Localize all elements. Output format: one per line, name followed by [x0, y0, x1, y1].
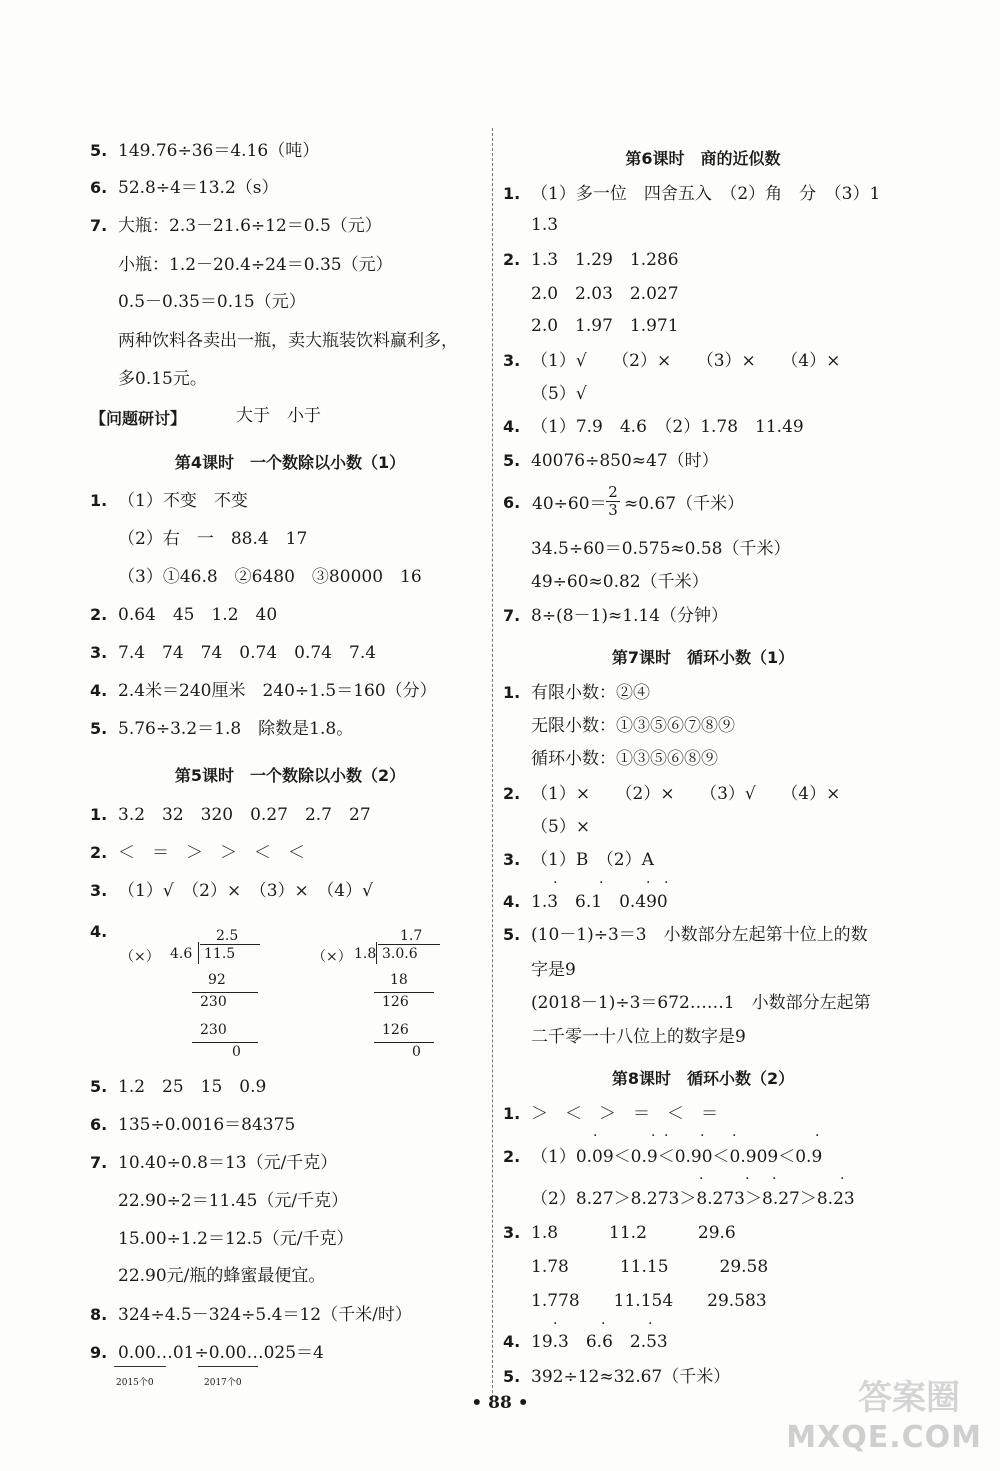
answer-line: （1）不变 不变 — [118, 491, 248, 511]
answer-line: 22.90元/瓶的蜂蜜最便宜。 — [118, 1266, 326, 1286]
answer-line: （1）多一位 四舍五入 （2）角 分 （3）1 — [531, 184, 881, 204]
recurring-dot: · — [553, 875, 558, 891]
lesson-title: 第5课时 一个数除以小数（2） — [174, 766, 406, 785]
answer-line: 2.0 2.03 2.027 — [531, 284, 679, 304]
answer-line: （1）× （2）× （3）√ （4）× — [531, 784, 841, 804]
answer-line: 无限小数：①③⑤⑥⑦⑧⑨ — [531, 716, 735, 736]
answer-line: 15.00÷1.2＝12.5（元/千克） — [118, 1229, 354, 1249]
step-row: 0 — [232, 1044, 241, 1060]
item-number: 1. — [503, 683, 521, 702]
answer-line: （5）√ — [531, 384, 587, 404]
item-number: 6. — [90, 178, 108, 197]
quotient: 2.5 — [216, 928, 239, 944]
long-division-1 — [120, 928, 270, 1058]
underbrace-label: 2015个0 — [116, 1378, 154, 1388]
answer-line: (2018－1)÷3＝672……1 小数部分左起第 — [531, 993, 871, 1013]
item-number: 5. — [503, 1367, 521, 1386]
item-number: 7. — [503, 606, 521, 625]
step-row: 92 — [208, 972, 226, 988]
answer-line: （5）× — [531, 817, 591, 837]
recurring-dot: · — [664, 1128, 669, 1144]
answer-line: 2.4米＝240厘米 240÷1.5＝160（分） — [118, 681, 437, 701]
division-mark: （×） — [120, 949, 160, 965]
answer-line: 3.2 32 320 0.27 2.7 27 — [118, 805, 371, 825]
answer-line: 324÷4.5－324÷5.4＝12（千米/时） — [118, 1305, 412, 1325]
recurring-dot: · — [772, 1171, 777, 1187]
answer-line: ＞ ＜ ＞ ＝ ＜ ＝ — [531, 1104, 718, 1124]
answer-line: ＜ ＝ ＞ ＞ ＜ ＜ — [118, 843, 305, 863]
answer-line: 1.3 6.1 0.490 — [531, 892, 668, 912]
recurring-dot: · — [700, 1128, 705, 1144]
step-row: 230 — [200, 994, 227, 1010]
step-row: 0 — [412, 1044, 421, 1060]
quotient: 1.7 — [400, 928, 423, 944]
answer-line: （1）√ （2）× （3）× （4）× — [531, 351, 841, 371]
research-label: 【问题研讨】 — [90, 409, 187, 428]
answer-line: 多0.15元。 — [118, 369, 207, 389]
recurring-dot: · — [745, 1171, 750, 1187]
answer-line: 2.0 1.97 1.971 — [531, 316, 679, 336]
recurring-dot: · — [646, 875, 651, 891]
item-number: 9. — [90, 1343, 108, 1362]
division-mark: （×） — [312, 949, 352, 965]
item-number: 3. — [90, 643, 108, 662]
answer-line: 0.5－0.35＝0.15（元） — [118, 292, 306, 312]
item-number: 4. — [503, 417, 521, 436]
answer-line: （1）B （2）A — [531, 850, 654, 870]
recurring-dot: · — [593, 1128, 598, 1144]
item-number: 7. — [90, 1153, 108, 1172]
recurring-dot: · — [699, 1171, 704, 1187]
recurring-dot: · — [599, 875, 604, 891]
answer-line: 392÷12≈32.67（千米） — [531, 1367, 731, 1387]
answer-line: 135÷0.0016＝84375 — [118, 1115, 296, 1135]
answer-line: 7.4 74 74 0.74 0.74 7.4 — [118, 643, 377, 663]
item-number: 3. — [503, 850, 521, 869]
watermark-text: MXQE.COM — [786, 1420, 982, 1455]
lesson-title: 第7课时 循环小数（1） — [611, 648, 795, 667]
item-number: 6. — [90, 1115, 108, 1134]
item-number: 5. — [90, 1077, 108, 1096]
answer-line: 循环小数：①③⑤⑥⑧⑨ — [531, 749, 718, 769]
underbrace — [198, 1366, 258, 1371]
item-number: 2. — [90, 605, 108, 624]
answer-line: 1.78 11.15 29.58 — [531, 1257, 769, 1277]
recurring-dot: · — [553, 1316, 558, 1332]
recurring-dot: · — [651, 1128, 656, 1144]
item-number: 4. — [90, 681, 108, 700]
item-number: 5. — [90, 719, 108, 738]
step-row: 126 — [382, 1022, 409, 1038]
fraction — [606, 483, 620, 518]
answer-line: （1）7.9 4.6 （2）1.78 11.49 — [531, 417, 804, 437]
step-row: 230 — [200, 1022, 227, 1038]
answer-line: 1.3 — [531, 215, 559, 235]
item-number: 5. — [90, 141, 108, 160]
item-number: 5. — [503, 451, 521, 470]
answer-line: 34.5÷60＝0.575≈0.58（千米） — [531, 539, 791, 559]
step-row: 126 — [382, 994, 409, 1010]
item-number: 2. — [90, 843, 108, 862]
underbrace — [114, 1366, 166, 1371]
item-number: 1. — [90, 805, 108, 824]
answer-line: 22.90÷2＝11.45（元/千克） — [118, 1191, 349, 1211]
answer-line: 19.3 6.6 2.53 — [531, 1332, 668, 1352]
item-number: 7. — [90, 216, 108, 235]
answer-line: （2）8.27＞8.273＞8.273＞8.27＞8.23 — [531, 1189, 855, 1209]
item-number: 4. — [90, 922, 108, 941]
answer-line: 有限小数：②④ — [531, 683, 650, 703]
answer-line: 小瓶：1.2－20.4÷24＝0.35（元） — [118, 255, 393, 275]
step-row: 18 — [390, 972, 408, 988]
item-number: 2. — [503, 784, 521, 803]
item-number: 3. — [503, 1223, 521, 1242]
answer-line: 49÷60≈0.82（千米） — [531, 572, 709, 592]
item-number: 1. — [90, 491, 108, 510]
answer-line: 1.778 11.154 29.583 — [531, 1291, 767, 1311]
lesson-title: 第6课时 商的近似数 — [625, 149, 781, 168]
lesson-title: 第4课时 一个数除以小数（1） — [174, 453, 406, 472]
recurring-dot: · — [732, 1128, 737, 1144]
answer-line: 5.76÷3.2＝1.8 除数是1.8。 — [118, 719, 354, 739]
item-number: 1. — [503, 1104, 521, 1123]
page-number: • 88 • — [471, 1393, 529, 1413]
answer-line: 10.40÷0.8＝13（元/千克） — [118, 1153, 338, 1173]
answer-line: 149.76÷36＝4.16（吨） — [118, 141, 320, 161]
recurring-dot: · — [664, 875, 669, 891]
recurring-dot: · — [815, 1128, 820, 1144]
item-number: 5. — [503, 925, 521, 944]
dividend: 11.5 — [204, 946, 236, 962]
recurring-dot: · — [840, 1171, 845, 1187]
item-number: 3. — [90, 881, 108, 900]
lesson-title: 第8课时 循环小数（2） — [611, 1069, 795, 1088]
fraction-numerator: 2 — [608, 483, 618, 501]
answer-line: 0.00…01÷0.00…025＝4 — [118, 1343, 324, 1363]
answer-line: 两种饮料各卖出一瓶，卖大瓶装饮料赢利多， — [118, 331, 458, 351]
column-divider — [492, 128, 493, 1398]
item-number: 4. — [503, 892, 521, 911]
answer-line: 二千零一十八位上的数字是9 — [531, 1027, 746, 1047]
recurring-dot: · — [601, 1316, 606, 1332]
item-number: 4. — [503, 1332, 521, 1351]
fraction-denominator: 3 — [606, 501, 620, 518]
item-number: 6. — [503, 493, 521, 512]
answer-line: 1.3 1.29 1.286 — [531, 250, 679, 270]
answer-line: 1.8 11.2 29.6 — [531, 1223, 736, 1243]
answer-line: (10－1)÷3＝3 小数部分左起第十位上的数 — [531, 925, 868, 945]
equation-right: ≈0.67（千米） — [624, 494, 745, 514]
item-number: 2. — [503, 250, 521, 269]
answer-line: （2）右 一 88.4 17 — [118, 529, 308, 549]
answer-line: 40076÷850≈47（时） — [531, 451, 719, 471]
answer-line: 52.8÷4＝13.2（s） — [118, 178, 279, 198]
answer-line: 字是9 — [531, 960, 576, 980]
recurring-dot: · — [648, 1316, 653, 1332]
divisor: 4.6 — [170, 946, 193, 962]
answer-line: 1.2 25 15 0.9 — [118, 1077, 267, 1097]
research-answer: 大于 小于 — [236, 406, 321, 426]
answer-line: 大瓶：2.3－21.6÷12＝0.5（元） — [118, 216, 382, 236]
answer-line: 8÷(8－1)≈1.14（分钟） — [531, 606, 729, 626]
answer-line: （1）0.09＜0.9＜0.90＜0.909＜0.9 — [531, 1147, 823, 1167]
item-number: 1. — [503, 184, 521, 203]
dividend: 3.0.6 — [382, 946, 418, 962]
answer-line: 0.64 45 1.2 40 — [118, 605, 278, 625]
item-number: 8. — [90, 1305, 108, 1324]
long-division-2 — [312, 928, 462, 1058]
watermark-logo: 答案圈 — [858, 1378, 960, 1418]
item-number: 2. — [503, 1147, 521, 1166]
underbrace-label: 2017个0 — [204, 1378, 242, 1388]
answer-line: （3）①46.8 ②6480 ③80000 16 — [118, 567, 422, 587]
equation-left: 40÷60＝ — [532, 494, 607, 514]
item-number: 3. — [503, 351, 521, 370]
answer-line: （1）√ （2）× （3）× （4）√ — [118, 881, 373, 901]
divisor: 1.8 — [354, 946, 377, 962]
